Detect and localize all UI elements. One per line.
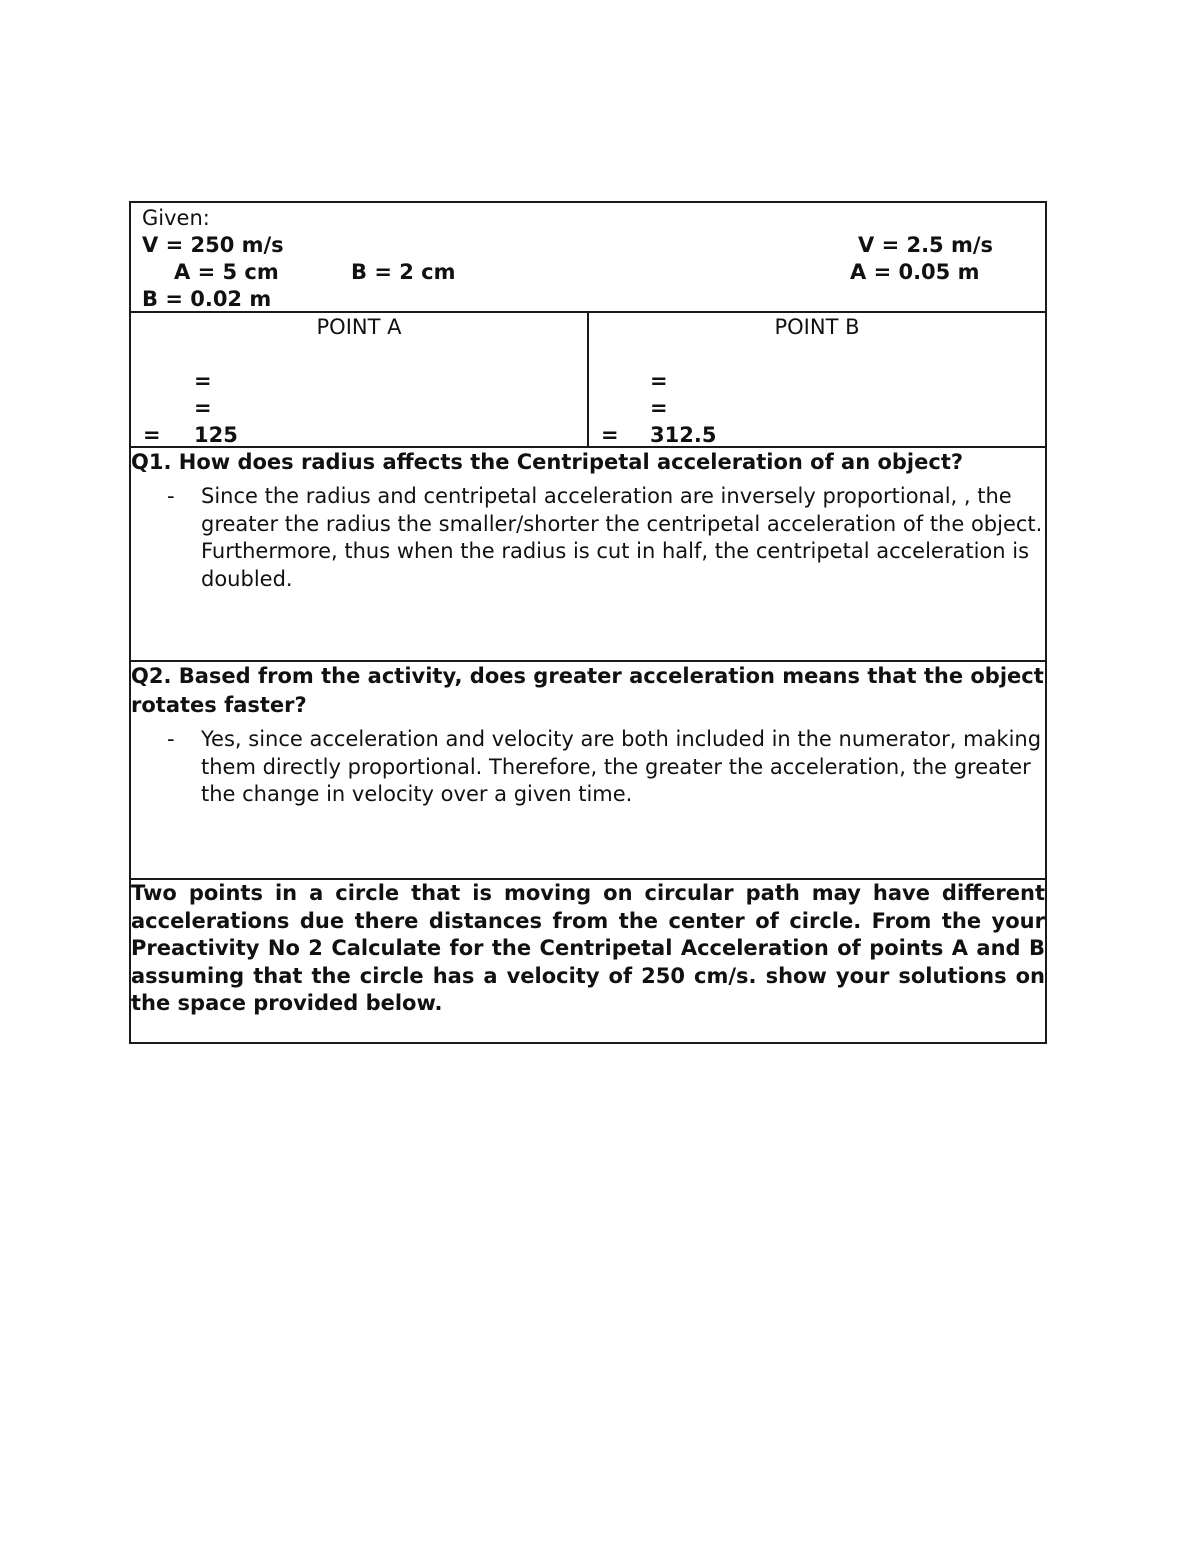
point-a-result: 125 [194,423,238,447]
point-a-equals-1: = [194,369,212,393]
given-row [130,202,1046,312]
q1-answer: Since the radius and centripetal acceleration are inversely proportional, , the greater the radius the smaller/shorter the centripetal acceleration of the object. Furthermore, thus when the radius is cut in half, the centripetal acceleration is doubled. [201,484,1043,591]
q1-row [130,447,1046,661]
q1-question: Q1. How does radius affects the Centripetal acceleration of an object? [131,450,964,474]
given-left-b-meters: B = 0.02 m [142,287,272,311]
point-a-cell [130,312,588,447]
q2-question: Q2. Based from the activity, does greater acceleration means that the object rotates faster? [131,664,1044,717]
given-left-b: B = 2 cm [351,260,456,284]
point-a-equals-3: = [143,423,161,447]
point-b-result: 312.5 [650,423,717,447]
q2-answer: Yes, since acceleration and velocity are both included in the numerator, making them directly proportional. Therefore, the greater the acceleration, the greater the change in velocity over a given time. [201,727,1042,806]
point-b-equals-2: = [650,396,668,420]
instructions-text: Two points in a circle that is moving on circular path may have different accelerations due there distances from the center of circle. From the your Preactivity No 2 Calculate for the Centripetal Acceleration of points A and B assuming that the circle has a velocity of 250 cm/s. show your solutions on the space provided below. [131,881,1045,1015]
given-left-velocity: V = 250 m/s [142,233,284,257]
instructions-row [130,879,1046,1043]
given-label: Given: [142,206,210,230]
q1-bullet: - [167,484,175,508]
q2-row [130,661,1046,879]
q1-cell [130,447,1046,661]
point-a-equals-2: = [194,396,212,420]
point-a-title: POINT A [316,315,402,339]
given-cell [130,202,1046,312]
q2-answer-block [131,726,1045,809]
given-left-a: A = 5 cm [174,260,279,284]
instructions-cell [130,879,1046,1043]
points-row [130,312,1046,447]
worksheet-table [129,201,1047,1044]
q2-bullet: - [167,727,175,751]
given-right-a: A = 0.05 m [850,260,980,284]
point-b-equals-3: = [601,423,619,447]
point-b-cell [588,312,1046,447]
q2-cell [130,661,1046,879]
point-b-equals-1: = [650,369,668,393]
point-b-title: POINT B [774,315,860,339]
q1-answer-block [131,483,1045,593]
given-right-velocity: V = 2.5 m/s [858,233,994,257]
